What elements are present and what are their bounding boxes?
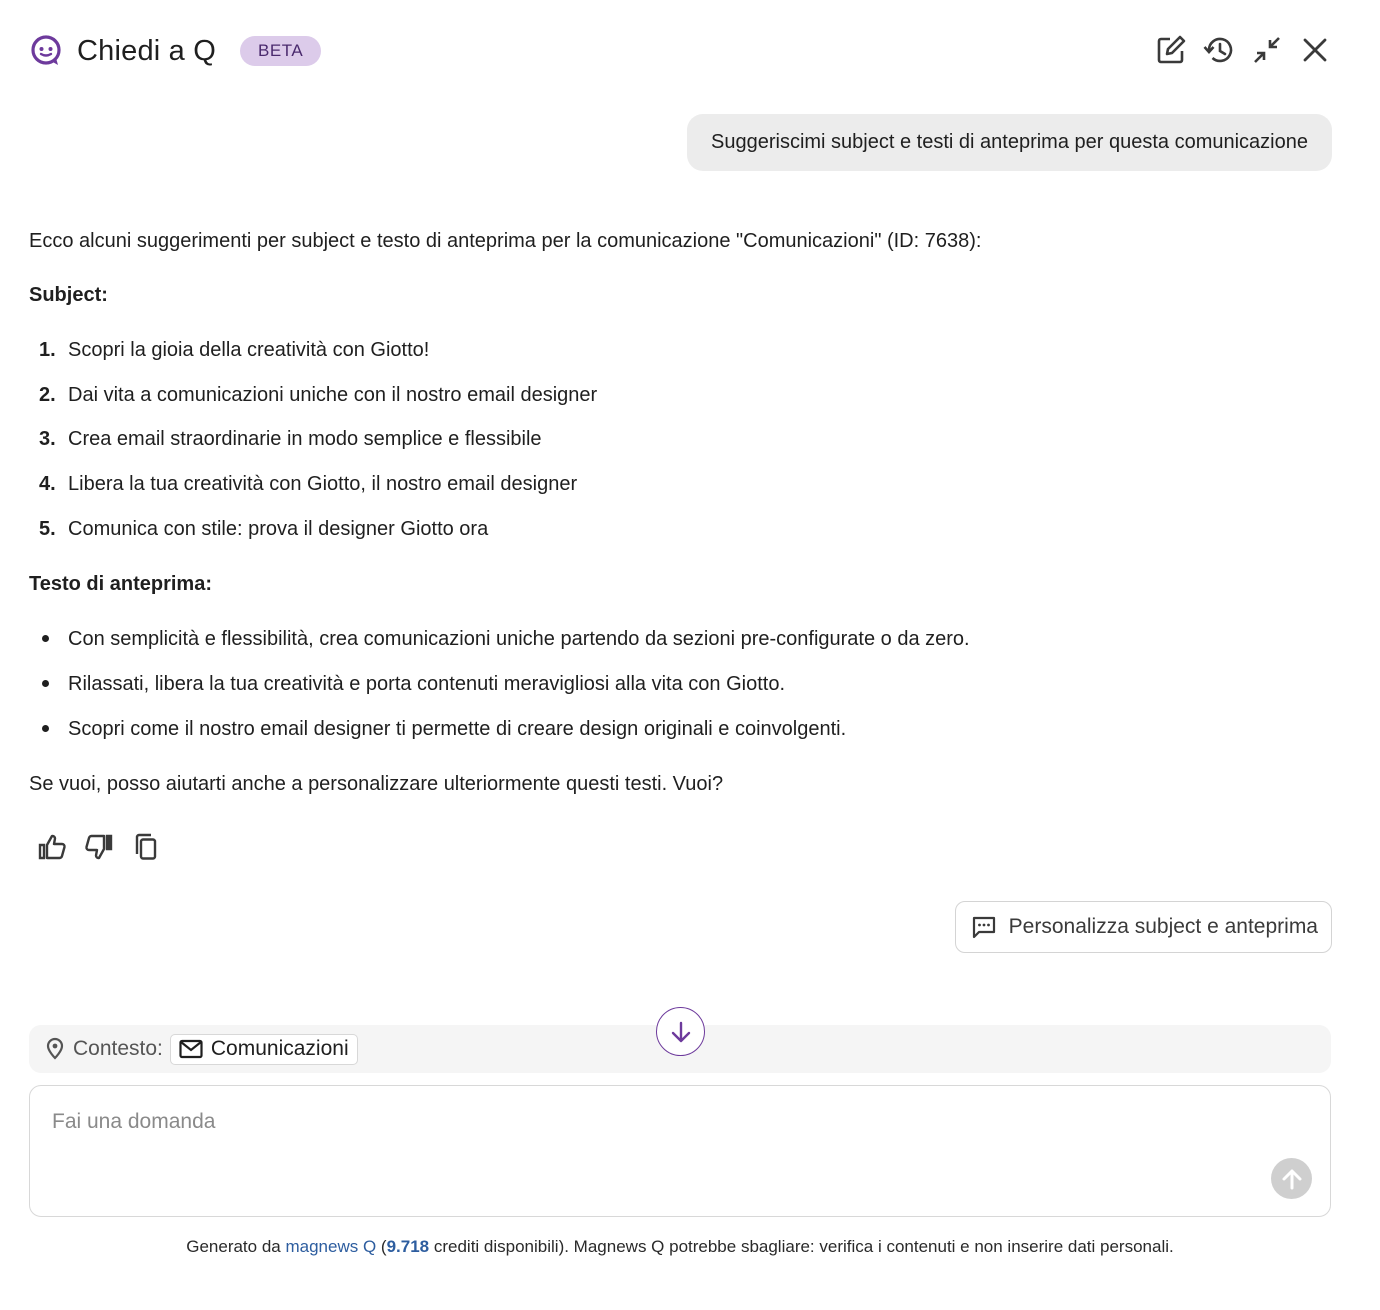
chat-header [29,28,1331,74]
context-chip[interactable] [170,1034,358,1065]
suggestion-label: Personalizza subject e anteprima [1008,915,1318,938]
feedback-actions [37,832,161,862]
credits-count: 9.718 [386,1237,430,1256]
list-item: Con semplicità e flessibilità, crea comunicazioni uniche partendo da sezioni pre-configurate o da zero. [29,624,1329,654]
new-chat-icon[interactable] [1155,34,1187,66]
question-input-box [29,1085,1331,1217]
bullet-icon [29,714,68,744]
mail-icon [179,1039,203,1059]
history-icon[interactable] [1203,34,1235,66]
minimize-icon[interactable] [1251,34,1283,66]
list-item: 5. Comunica con stile: prova il designer Giotto ora [39,517,489,540]
scroll-down-button[interactable] [656,1007,705,1056]
bullet-icon [29,624,68,654]
arrow-up-icon [1280,1167,1304,1191]
magnews-q-link[interactable]: magnews Q [285,1237,377,1256]
beta-badge: BETA [240,36,321,66]
close-icon[interactable] [1299,34,1331,66]
chat-bubble-icon [971,914,997,940]
send-button[interactable] [1271,1158,1312,1199]
preview-list [29,624,1329,744]
list-item: 3. Crea email straordinarie in modo semplice e flessibile [39,428,542,451]
bullet-icon [29,669,68,699]
list-item: Rilassati, libera la tua creatività e porta contenuti meravigliosi alla vita con Giotto. [29,669,1329,699]
header-actions [1155,34,1331,66]
context-label: Contesto: [73,1037,163,1060]
list-item: Scopri come il nostro email designer ti permette di creare design originali e coinvolgenti. [29,714,1329,744]
subject-heading: Subject: [29,284,108,306]
context-chip-label: Comunicazioni [210,1037,349,1060]
q-chat-icon [29,34,63,68]
answer-closing: Se vuoi, posso aiutarti anche a personalizzare ulteriormente questi testi. Vuoi? [29,772,724,795]
list-item: 2. Dai vita a comunicazioni uniche con il nostro email designer [39,383,598,406]
preview-heading: Testo di anteprima: [29,572,212,595]
footer-disclaimer: Generato da magnews Q (9.718 crediti disponibili). Magnews Q potrebbe sbagliare: verifica i contenuti e non inserire dati personali. [186,1237,1174,1256]
list-item: 4. Libera la tua creatività con Giotto, il nostro email designer [39,473,578,496]
question-input[interactable] [52,1110,1252,1170]
list-item: 1. Scopri la gioia della creatività con Giotto! [39,339,430,361]
answer-intro: Ecco alcuni suggerimenti per subject e testo di anteprima per la comunicazione "Comunicazioni" (ID: 7638): [29,230,982,252]
thumbs-up-icon[interactable] [37,832,67,862]
suggestion-button[interactable] [955,901,1332,953]
arrow-down-icon [668,1019,694,1045]
location-pin-icon [45,1037,65,1061]
subject-list [29,335,1329,544]
thumbs-down-icon[interactable] [84,832,114,862]
page-title: Chiedi a Q [77,34,217,67]
copy-icon[interactable] [131,832,161,862]
assistant-answer [29,226,1329,799]
user-message-bubble: Suggeriscimi subject e testi di anteprima per questa comunicazione [687,114,1332,171]
